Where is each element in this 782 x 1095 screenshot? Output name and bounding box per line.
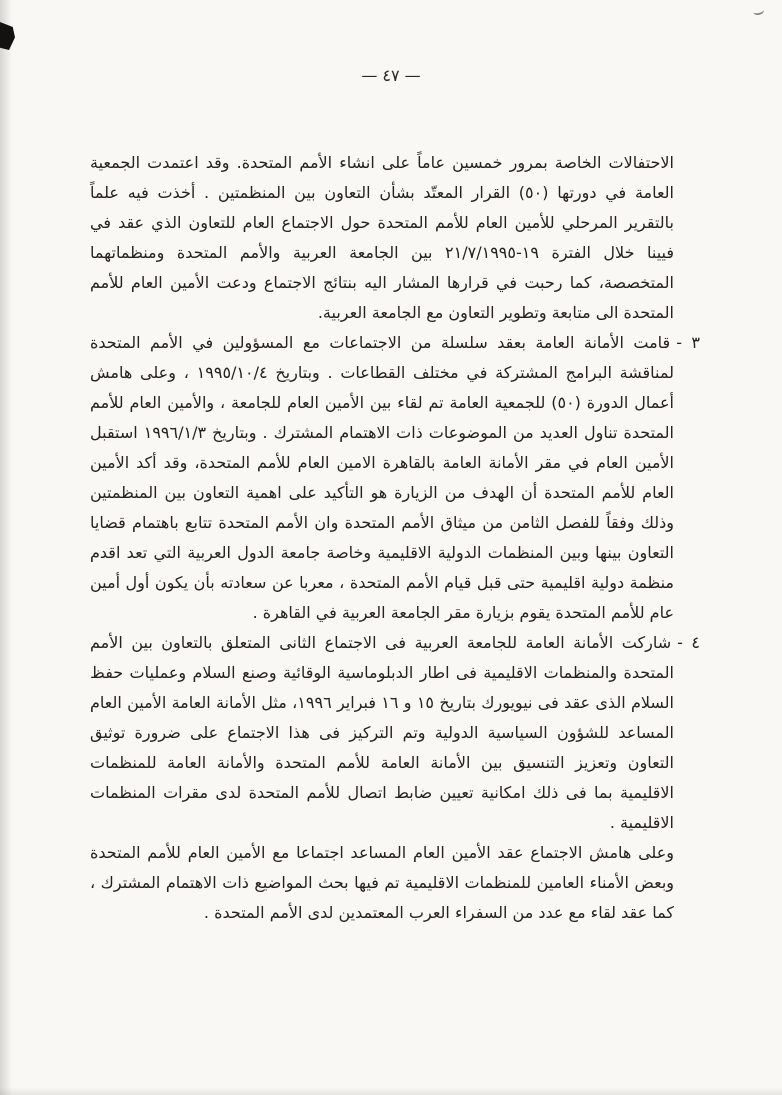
scan-artifact-top-right <box>752 6 764 16</box>
paragraph-text: شاركت الأمانة العامة للجامعة العربية فى الاجتماع الثانى المتعلق بالتعاون بين الأمم المتحدة والمنظمات الاقليمية فى اطار الدبلوماسية الوقائية وصنع السلام وعمليات حفظ السلام الذى عقد فى نيويورك بتاريخ ١٥ و ١٦ فبراير ١٩٩٦، مثل الأمانة العامة الأمين العام المساعد للشؤون السياسية الدولية وتم التركيز فى هذا الاجتماع على ضرورة توثيق التعاون وتعزيز التنسيق بين الأمانة العامة للأمم المتحدة والأمانة العامة للمنظمات الاقليمية بما فى ذلك امكانية تعيين ضابط اتصال للأمم المتحدة لدى مقرات المنظمات الاقليمية . <box>90 633 674 832</box>
paragraph-item-3 <box>90 328 700 628</box>
paragraph-text: الاحتفالات الخاصة بمرور خمسين عاماً على انشاء الأمم المتحدة. وقد اعتمدت الجمعية العامة في دورتها (٥٠) القرار المعتّد بشأن التعاون بين المنظمتين . أخذت فيه علماً بالتقرير المرحلي للأمين العام للأمم المتحدة حول الاجتماع العام للتعاون الذي عقد في فيينا خلال الفترة ١٩-٢١/٧/١٩٩٥ بين الجامعة العربية والأمم المتحدة ومنظماتهما المتخصصة، كما رحبت في قرارها المشار اليه بنتائج الاجتماع ودعت الأمين العام للأمم المتحدة الى متابعة وتطوير التعاون مع الجامعة العربية. <box>90 153 675 322</box>
paragraph-item-4 <box>90 628 700 838</box>
paragraph-text: قامت الأمانة العامة بعقد سلسلة من الاجتماعات مع المسؤولين في الأمم المتحدة لمناقشة البرامج المشتركة في مختلف القطاعات . وبتاريخ ١٩٩٥/١٠/٤ ، وعلى هامش أعمال الدورة (٥٠) للجمعية العامة تم لقاء بين الأمين العام للجامعة ، والأمين العام للأمم المتحدة تناول العديد من الموضوعات ذات الاهتمام المشترك . وبتاريخ ١٩٩٦/١/٣ استقبل الأمين العام في مقر الأمانة العامة بالقاهرة الامين العام للأمم المتحدة، وقد أكد الأمين العام للأمم المتحدة أن الهدف من الزيارة هو التأكيد على اهمية التعاون بين المنظمتين وذلك وفقاً للفصل الثامن من ميثاق الأمم المتحدة وان الأمم المتحدة تتابع باهتمام قضايا التعاون بينها وبين المنظمات الدولية الاقليمية وخاصة جامعة الدول العربية التي تعد اقدم منظمة دولية اقليمية حتى قبل قيام الأمم المتحدة ، معربا عن سعادته بأن يكون أول أمين عام للأمم المتحدة يقوم بزيارة مقر الجامعة العربية في القاهرة . <box>90 333 675 622</box>
paragraph-closing <box>90 838 700 928</box>
item-4-marker: ٤ - <box>677 633 701 652</box>
item-3-marker: ٣ - <box>676 333 701 352</box>
paragraph-text: وعلى هامش الاجتماع عقد الأمين العام المساعد اجتماعا مع الأمين العام للأمم المتحدة وبعض الأمناء العامين للمنظمات الاقليمية تم فيها بحث المواضيع ذات الاهتمام المشترك ، كما عقد لقاء مع عدد من السفراء العرب المعتمدين لدى الأمم المتحدة . <box>90 843 674 922</box>
scan-artifact-top-left <box>0 22 15 50</box>
page-number: — ٤٧ — <box>361 66 421 85</box>
document-body <box>90 148 700 928</box>
paragraph-intro <box>90 148 700 328</box>
